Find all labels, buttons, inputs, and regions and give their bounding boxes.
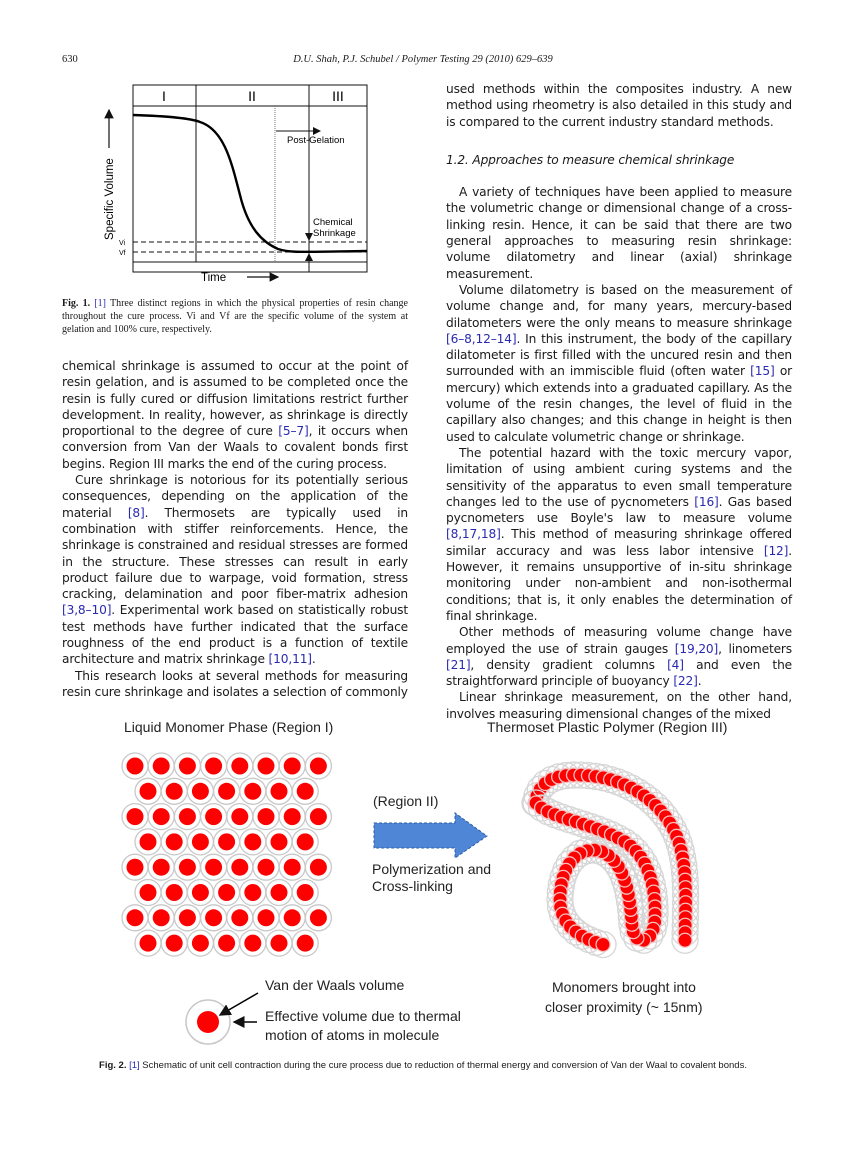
citation-link[interactable]: [6–8,12–14] xyxy=(446,331,517,346)
paragraph-text: A variety of techniques have been applied to measure the volumetric change or dimensional change of a cross-linking resin. Hence, it can be said that there are two general approaches to measuring resin shrinkage: volume dilatometry and linear (axial) shrinkage measurement. xyxy=(446,185,792,281)
monomer-atom xyxy=(297,783,314,800)
post-gelation-label: Post-Gelation xyxy=(287,135,345,146)
polymer-atom xyxy=(596,937,610,951)
left-title: Liquid Monomer Phase (Region I) xyxy=(124,719,334,735)
monomer-atom xyxy=(297,833,314,850)
paragraph-text: Cure shrinkage is notorious for its potentially serious consequences, depending on the application of the material xyxy=(62,473,408,520)
monomer-atom xyxy=(310,758,327,775)
paragraph-text: This research looks at several methods for measuring resin cure shrinkage and isolates a selection of commonly xyxy=(62,668,408,699)
monomer-atom xyxy=(153,859,170,876)
shrinkage-label: Shrinkage xyxy=(313,228,356,239)
citation-link[interactable]: [8,17,18] xyxy=(446,527,501,542)
process-arrow-icon xyxy=(374,813,487,858)
monomer-atom xyxy=(218,783,235,800)
monomer-atom xyxy=(140,833,157,850)
citation-link[interactable]: [4] xyxy=(667,657,684,672)
monomer-atom xyxy=(192,783,209,800)
monomer-atom xyxy=(179,859,196,876)
citation-link[interactable]: [16] xyxy=(694,494,719,509)
monomer-atom xyxy=(284,859,301,876)
section-heading: 1.2. Approaches to measure chemical shrinkage xyxy=(446,152,735,167)
caption-label: Fig. 1. xyxy=(62,298,91,309)
caption-text: Three distinct regions in which the physical properties of resin change throughout the cure process. Vi and Vf are the specific volume of the system at gelation and 100% cure, respectively. xyxy=(62,298,408,335)
monomer-atom xyxy=(179,909,196,926)
monomer-atom xyxy=(205,758,222,775)
paragraph-text: . However, it remains unsupportive of in-situ shrinkage monitoring under non-ambient and non-isothermal conditions; that is, it only enables the determination of final shrinkage. xyxy=(446,543,792,623)
caption-label: Fig. 2. xyxy=(99,1060,127,1071)
citation-link[interactable]: [8] xyxy=(127,505,145,520)
monomer-atom xyxy=(192,833,209,850)
monomer-atom xyxy=(166,783,183,800)
paragraph-text: . This method of measuring shrinkage offered similar accuracy and was less labor intensive xyxy=(446,527,792,558)
paragraph-text: . Thermosets are typically used in combination with stiffer reinforcements. Hence, the shrinkage is constrained and residual stresses are formed in the structure. These stresses can result in early product failure due to warpage, void formation, stress cracking, delamination and poor fiber-matrix adhesion xyxy=(62,505,408,602)
page-number: 630 xyxy=(62,54,78,65)
monomer-atom xyxy=(127,808,144,825)
y-axis-label: Specific Volume xyxy=(104,158,116,240)
monomer-atom xyxy=(153,909,170,926)
citation-link[interactable]: [12] xyxy=(763,543,789,558)
monomer-atom xyxy=(192,884,209,901)
monomer-atom xyxy=(205,859,222,876)
paragraph-text: chemical shrinkage is assumed to occur at the point of resin gelation, and is assumed to be completed once the resin is fully cured or diffusion limitations restrict further development. In reality, however, as shrinkage is directly proportional to the degree of cure xyxy=(62,359,408,439)
paragraph-text: Other methods of measuring volume change have employed the use of strain gauges xyxy=(446,625,792,656)
paragraph-text: The potential hazard with the toxic mercury vapor, limitation of using ambient curing systems and the sensitivity of the apparatus to even small temperature changes led to the use of pycnometers xyxy=(446,445,792,509)
monomer-atom xyxy=(244,935,261,952)
paragraph-text: or mercury) which extends into a graduated capillary. As the volume of the resin changes, the level of fluid in the capillary also changes; and this change in height is then used to calculate volumetric change or shrinkage. xyxy=(446,364,792,444)
region-label: II xyxy=(248,88,256,104)
monomer-atom xyxy=(140,935,157,952)
paragraph-text: . xyxy=(311,652,316,667)
monomer-atom xyxy=(310,909,327,926)
monomer-atom xyxy=(127,909,144,926)
figure-2-caption xyxy=(0,1059,846,1072)
monomer-atom xyxy=(231,758,248,775)
citation-link[interactable]: [19,20] xyxy=(674,641,719,656)
process-label-1: Polymerization and xyxy=(372,861,492,877)
paragraph-text: . xyxy=(697,674,702,689)
monomer-atom xyxy=(218,935,235,952)
paragraph-text: Linear shrinkage measurement, on the other hand, involves measuring dimensional changes of the mixed xyxy=(446,690,792,721)
vdw-pointer xyxy=(220,993,258,1015)
monomer-atom xyxy=(231,808,248,825)
legend-vdw: Van der Waals volume xyxy=(265,977,405,993)
legend-effective-2: motion of atoms in molecule xyxy=(265,1027,440,1043)
monomer-atom xyxy=(153,758,170,775)
right-note-1: Monomers brought into xyxy=(552,979,696,995)
monomer-atom xyxy=(284,909,301,926)
citation-link[interactable]: [3,8–10] xyxy=(62,603,112,618)
paragraph-text: . Gas based pycnometers use Boyle's law to measure volume xyxy=(446,494,792,526)
monomer-atom xyxy=(271,935,288,952)
citation-link[interactable]: [21] xyxy=(446,657,471,672)
monomer-atom xyxy=(127,859,144,876)
monomer-atom xyxy=(258,909,275,926)
paragraph-text: Volume dilatometry is based on the measurement of volume change and, for many years, mercury-based dilatometers were the only means to measure shrinkage xyxy=(446,282,792,330)
region-ii-label: (Region II) xyxy=(373,793,439,809)
vf-label: Vf xyxy=(119,250,126,257)
paragraph-text: . In this instrument, the body of the capillary dilatometer is first filled with the uncured resin and then surrounded with an immiscible fluid (often water xyxy=(446,331,792,379)
running-header: D.U. Shah, P.J. Schubel / Polymer Testing 29 (2010) 629–639 xyxy=(293,54,553,65)
x-axis-label: Time xyxy=(201,272,227,284)
monomer-atom xyxy=(166,833,183,850)
region-label: I xyxy=(162,88,166,104)
monomer-atom xyxy=(153,808,170,825)
monomer-atom xyxy=(166,935,183,952)
monomer-atom xyxy=(231,859,248,876)
monomer-atom xyxy=(140,884,157,901)
monomer-atom xyxy=(310,859,327,876)
paragraph-text: , density gradient columns xyxy=(470,657,668,672)
monomer-atom xyxy=(258,808,275,825)
polymer-atom xyxy=(678,933,692,947)
citation-link[interactable]: [22] xyxy=(673,674,698,689)
monomer-atom xyxy=(284,808,301,825)
monomer-atom xyxy=(140,783,157,800)
monomer-atom xyxy=(179,808,196,825)
monomer-atom xyxy=(244,884,261,901)
monomer-atom xyxy=(271,783,288,800)
monomer-atom xyxy=(244,833,261,850)
legend-atom-icon xyxy=(197,1011,219,1033)
monomer-atom xyxy=(284,758,301,775)
monomer-atom xyxy=(205,808,222,825)
right-note-2: closer proximity (~ 15nm) xyxy=(545,999,703,1015)
citation-link[interactable]: [15] xyxy=(750,364,775,379)
monomer-atom xyxy=(310,808,327,825)
monomer-atom xyxy=(258,758,275,775)
chemical-label: Chemical xyxy=(313,217,353,228)
polymer-chains xyxy=(522,762,699,957)
legend-effective-1: Effective volume due to thermal xyxy=(265,1008,461,1024)
monomer-atom xyxy=(192,935,209,952)
monomer-atom xyxy=(205,909,222,926)
monomer-atom xyxy=(258,859,275,876)
monomer-atom xyxy=(231,909,248,926)
caption-ref-link[interactable]: [1] xyxy=(94,298,106,309)
citation-link[interactable]: [10,11] xyxy=(268,652,312,667)
monomer-grid xyxy=(122,753,331,956)
monomer-atom xyxy=(271,833,288,850)
monomer-atom xyxy=(297,884,314,901)
paragraph-text: , it occurs when conversion from Van der Waals to covalent bonds first begins. Region III marks the end of the curing process. xyxy=(62,424,408,471)
citation-link[interactable]: [5–7] xyxy=(278,424,309,439)
paragraph-text: used methods within the composites industry. A new method using rheometry is also detailed in this study and is compared to the current industry standard methods. xyxy=(446,82,792,129)
paragraph-text: , linometers xyxy=(718,641,792,656)
monomer-atom xyxy=(218,833,235,850)
vi-label: Vi xyxy=(119,240,126,247)
right-title: Thermoset Plastic Polymer (Region III) xyxy=(487,719,728,735)
caption-ref-link[interactable]: [1] xyxy=(129,1060,140,1071)
region-label: III xyxy=(332,88,344,104)
monomer-atom xyxy=(127,758,144,775)
paragraph-text: . Experimental work based on statistically robust test methods have further indicated that the surface roughness of the end product is a function of textile architecture and matrix shrinkage xyxy=(62,603,408,667)
paragraph-text: and even the straightforward principle of buoyancy xyxy=(446,657,792,689)
monomer-atom xyxy=(271,884,288,901)
monomer-atom xyxy=(179,758,196,775)
caption-text: Schematic of unit cell contraction during the cure process due to reduction of thermal energy and conversion of Van der Waal to covalent bonds. xyxy=(139,1060,747,1071)
monomer-atom xyxy=(244,783,261,800)
monomer-atom xyxy=(166,884,183,901)
monomer-atom xyxy=(218,884,235,901)
monomer-atom xyxy=(297,935,314,952)
process-label-2: Cross-linking xyxy=(372,878,453,894)
